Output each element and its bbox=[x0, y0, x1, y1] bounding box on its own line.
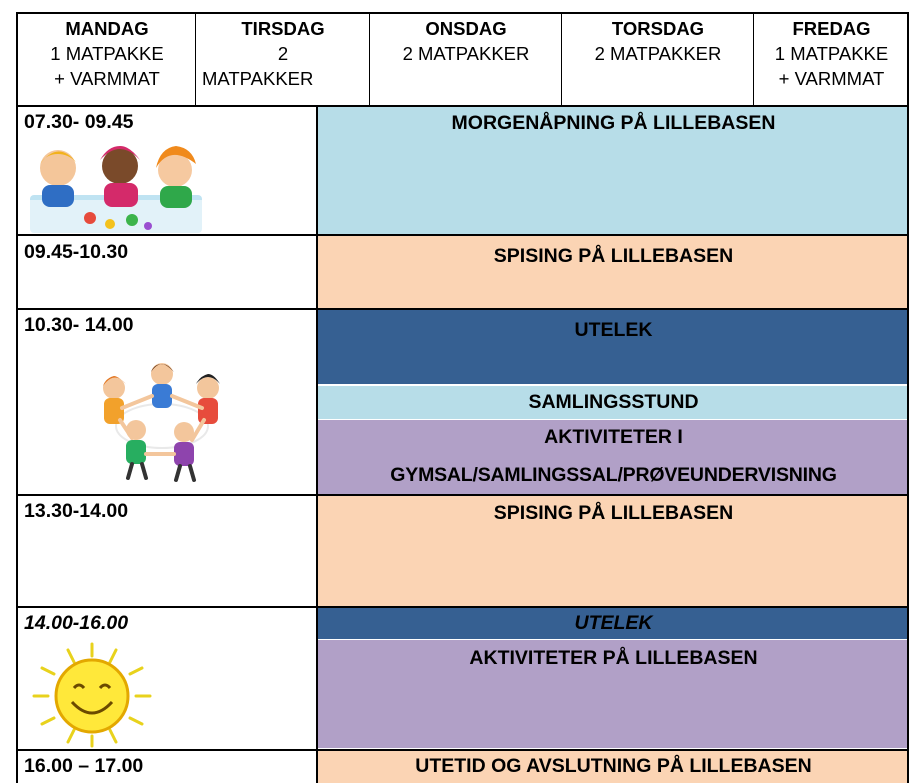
time-slot: 09.45-10.30 bbox=[24, 241, 129, 263]
children-dancing-circle-illustration bbox=[92, 358, 232, 483]
header-thursday bbox=[562, 14, 754, 106]
day-lunch-info: 1 MATPAKKE bbox=[50, 43, 164, 64]
day-name: TIRSDAG bbox=[241, 18, 325, 39]
grid-line bbox=[18, 494, 909, 496]
header-monday bbox=[18, 14, 196, 106]
grid-line bbox=[753, 12, 754, 106]
time-slot: 10.30- 14.00 bbox=[24, 314, 134, 336]
children-drawing-illustration bbox=[20, 140, 205, 235]
header-tuesday bbox=[196, 14, 370, 106]
day-lunch-info: 2 bbox=[277, 43, 289, 64]
grid-line bbox=[561, 12, 562, 106]
day-name: TORSDAG bbox=[611, 18, 705, 39]
day-name: ONSDAG bbox=[425, 18, 507, 39]
grid-line bbox=[18, 606, 909, 608]
grid-line bbox=[369, 12, 370, 106]
day-lunch-info: 2 MATPAKKER bbox=[594, 43, 722, 64]
day-lunch-info: MATPAKKER bbox=[202, 68, 314, 89]
grid-line bbox=[18, 105, 909, 107]
day-lunch-info: + VARMMAT bbox=[54, 68, 160, 89]
day-lunch-info: 1 MATPAKKE bbox=[774, 43, 889, 64]
activity-label: UTETID OG AVSLUTNING PÅ LILLEBASEN bbox=[415, 755, 812, 777]
grid-line bbox=[18, 308, 909, 310]
day-lunch-info: 2 MATPAKKER bbox=[402, 43, 530, 64]
time-slot: 07.30- 09.45 bbox=[24, 111, 134, 133]
day-name: MANDAG bbox=[65, 18, 149, 39]
activity-label: SPISING PÅ LILLEBASEN bbox=[493, 502, 734, 524]
activity-label: SAMLINGSSTUND bbox=[528, 391, 699, 413]
grid-line bbox=[18, 749, 909, 751]
activity-label: UTELEK bbox=[574, 319, 653, 341]
grid-line bbox=[18, 12, 909, 14]
activity-label: AKTIVITETER I bbox=[544, 426, 683, 448]
time-slot: 13.30-14.00 bbox=[24, 500, 129, 522]
time-slot: 14.00-16.00 bbox=[24, 612, 129, 634]
day-lunch-info: + VARMMAT bbox=[778, 68, 885, 89]
grid-line bbox=[316, 105, 318, 783]
grid-line bbox=[195, 12, 196, 106]
header-friday bbox=[754, 14, 909, 106]
activity-label: AKTIVITETER PÅ LILLEBASEN bbox=[469, 647, 758, 669]
activity-label: GYMSAL/SAMLINGSSAL/PRØVEUNDERVISNING bbox=[390, 464, 837, 486]
activity-label: UTELEK bbox=[574, 612, 653, 634]
grid-line bbox=[16, 12, 18, 783]
grid-line bbox=[18, 234, 909, 236]
day-name: FREDAG bbox=[792, 18, 871, 39]
activity-label: SPISING PÅ LILLEBASEN bbox=[493, 245, 734, 267]
header-wednesday bbox=[370, 14, 562, 106]
time-slot: 16.00 – 17.00 bbox=[24, 755, 144, 777]
activity-label: MORGENÅPNING PÅ LILLEBASEN bbox=[451, 112, 776, 134]
smiling-sun-illustration bbox=[22, 640, 162, 750]
